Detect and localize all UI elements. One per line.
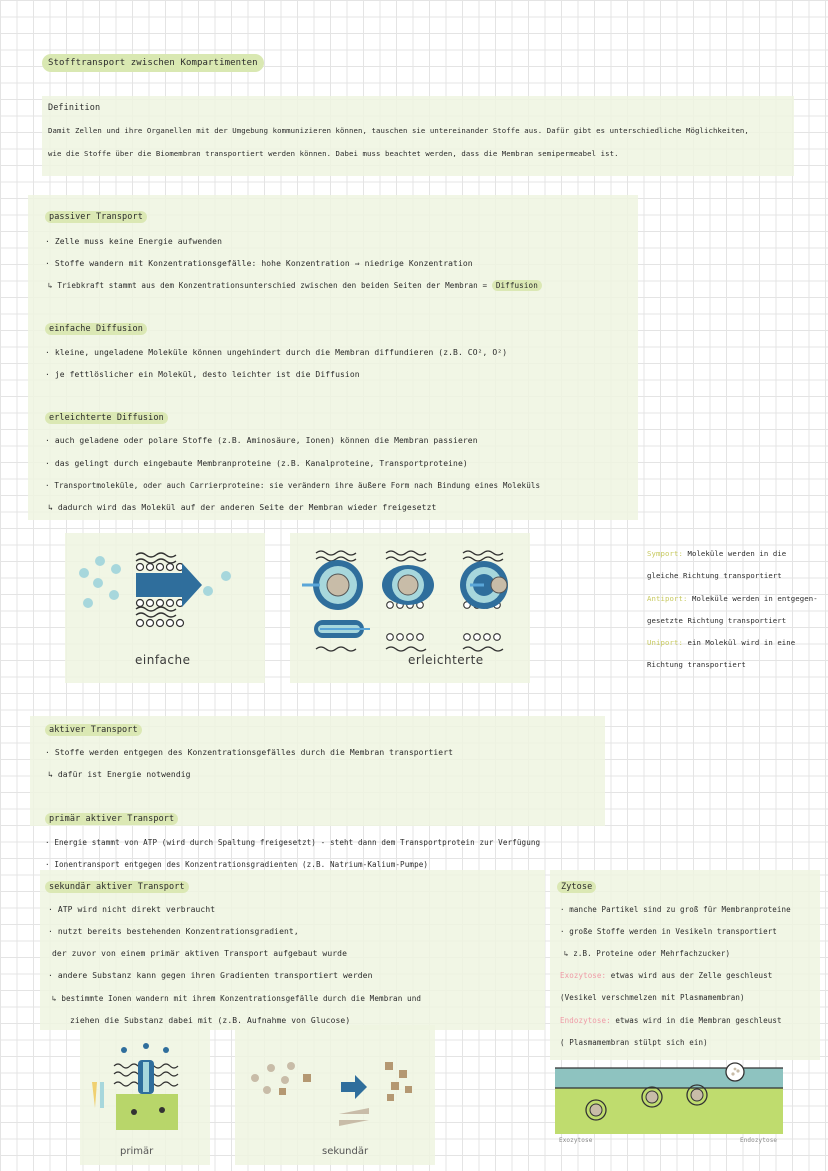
uniport-text1: ein Molekül wird in eine <box>687 638 796 647</box>
endozytose-text: etwas wird in die Membran geschleust <box>615 1016 782 1025</box>
secondary-heading-text: sekundär aktiver Transport <box>45 881 189 893</box>
primary-active-illustration <box>86 1040 206 1138</box>
secondary-line1: · ATP wird nicht direkt verbraucht <box>48 905 216 914</box>
passive-line1: · Zelle muss keine Energie aufwenden <box>45 237 222 246</box>
secondary-line4: · andere Substanz kann gegen ihren Gradienten transportiert werden <box>48 971 373 980</box>
simple-diffusion-illustration <box>70 545 260 665</box>
definition-panel <box>42 96 794 176</box>
zytose-illustration <box>555 1060 785 1138</box>
antiport-label: Antiport: <box>647 594 688 603</box>
simple-heading-text: einfache Diffusion <box>45 323 147 335</box>
secondary-heading <box>45 882 189 892</box>
active-heading <box>45 725 142 735</box>
facilitated-line2: · das gelingt durch eingebaute Membranproteine (z.B. Kanalproteine, Transportproteine) <box>45 459 468 468</box>
antiport-text1: Moleküle werden in entgegen- <box>691 594 818 603</box>
endozytose-line1 <box>560 1016 782 1026</box>
primary-line2: · Ionentransport entgegen des Konzentrationsgradienten (z.B. Natrium-Kalium-Pumpe) <box>45 860 429 869</box>
primary-heading-text: primär aktiver Transport <box>45 813 178 825</box>
primary-heading <box>45 814 178 824</box>
antiport-note-line1 <box>647 594 818 604</box>
facilitated-line4: ↳ dadurch wird das Molekül auf der anderen Seite der Membran wieder freigesetzt <box>48 503 437 512</box>
zytose-line2: · große Stoffe werden in Vesikeln transportiert <box>560 927 777 936</box>
simple-diffusion-caption: einfache <box>135 653 191 667</box>
active-heading-text: aktiver Transport <box>45 724 142 736</box>
simple-heading <box>45 324 147 334</box>
antiport-note-line2: gesetzte Richtung transportiert <box>647 616 787 625</box>
diffusion-term: Diffusion <box>492 280 542 291</box>
symport-note-line1 <box>647 549 786 559</box>
exozytose-line1 <box>560 971 772 981</box>
uniport-label: Uniport: <box>647 638 683 647</box>
page-title: Stofftransport zwischen Kompartimenten <box>42 54 264 72</box>
zytose-line3: ↳ z.B. Proteine oder Mehrfachzucker) <box>564 949 731 958</box>
secondary-active-illustration <box>245 1056 425 1136</box>
symport-text1: Moleküle werden in die <box>687 549 787 558</box>
passive-line2: · Stoffe wandern mit Konzentrationsgefälle: hohe Konzentration ⇒ niedrige Konzentration <box>45 259 473 268</box>
secondary-line6: ziehen die Substanz dabei mit (z.B. Aufnahme von Glucose) <box>70 1016 351 1025</box>
passive-heading <box>45 212 147 222</box>
definition-text-line1: Damit Zellen und ihre Organellen mit der Umgebung kommunizieren können, tauschen sie untereinander Stoffe aus. Dafür gibt es unterschiedliche Möglichkeiten, <box>48 126 749 135</box>
facilitated-diffusion-caption: erleichterte <box>408 653 484 667</box>
endozytose-tag: Endozytose <box>740 1137 778 1144</box>
zytose-panel <box>550 870 820 1060</box>
zytose-heading <box>557 882 596 892</box>
uniport-note-line1 <box>647 638 795 648</box>
exozytose-text: etwas wird aus der Zelle geschleust <box>610 971 773 980</box>
uniport-note-line2: Richtung transportiert <box>647 660 746 669</box>
facilitated-line3: · Transportmoleküle, oder auch Carrierproteine: sie verändern ihre äußere Form nach Bindung eines Moleküls <box>45 481 541 490</box>
definition-heading: Definition <box>48 103 101 113</box>
symport-label: Symport: <box>647 549 683 558</box>
definition-text-line2: wie die Stoffe über die Biomembran transportiert werden können. Dabei muss beachtet werden, dass die Membran semipermeabel ist. <box>48 149 619 158</box>
passive-line3-text: ↳ Triebkraft stammt aus dem Konzentrationsunterschied zwischen den beiden Seiten der Membran = <box>48 281 492 290</box>
facilitated-heading-text: erleichterte Diffusion <box>45 412 168 424</box>
secondary-line2: · nutzt bereits bestehenden Konzentrationsgradient, <box>48 927 299 936</box>
exozytose-line2: (Vesikel verschmelzen mit Plasmamembran) <box>560 993 745 1002</box>
exozytose-tag: Exozytose <box>559 1137 593 1144</box>
secondary-line3: der zuvor von einem primär aktiven Transport aufgebaut wurde <box>52 949 347 958</box>
active-line2: ↳ dafür ist Energie notwendig <box>48 770 191 779</box>
primary-line1: · Energie stammt von ATP (wird durch Spaltung freigesetzt) - steht dann dem Transportprotein zur Verfügung <box>45 838 541 847</box>
zytose-line1: · manche Partikel sind zu groß für Membranproteine <box>560 905 791 914</box>
secondary-caption: sekundär <box>322 1146 369 1157</box>
endozytose-term: Endozytose: <box>560 1016 611 1025</box>
simple-line1: · kleine, ungeladene Moleküle können ungehindert durch die Membran diffundieren (z.B. CO², O²) <box>45 348 508 357</box>
facilitated-heading <box>45 413 168 423</box>
passive-line3 <box>48 281 542 291</box>
facilitated-diffusion-illustration <box>298 545 526 665</box>
active-line1: · Stoffe werden entgegen des Konzentrationsgefälles durch die Membran transportiert <box>45 748 454 757</box>
exozytose-term: Exozytose: <box>560 971 607 980</box>
simple-line2: · je fettlöslicher ein Molekül, desto leichter ist die Diffusion <box>45 370 360 379</box>
symport-note-line2: gleiche Richtung transportiert <box>647 571 782 580</box>
primary-caption: primär <box>120 1146 154 1157</box>
facilitated-line1: · auch geladene oder polare Stoffe (z.B. Aminosäure, Ionen) können die Membran passieren <box>45 436 478 445</box>
secondary-line5: ↳ bestimmte Ionen wandern mit ihrem Konzentrationsgefälle durch die Membran und <box>52 994 422 1003</box>
passive-heading-text: passiver Transport <box>45 211 147 223</box>
endozytose-line2: ( Plasmamembran stülpt sich ein) <box>560 1038 708 1047</box>
zytose-heading-text: Zytose <box>557 881 596 893</box>
